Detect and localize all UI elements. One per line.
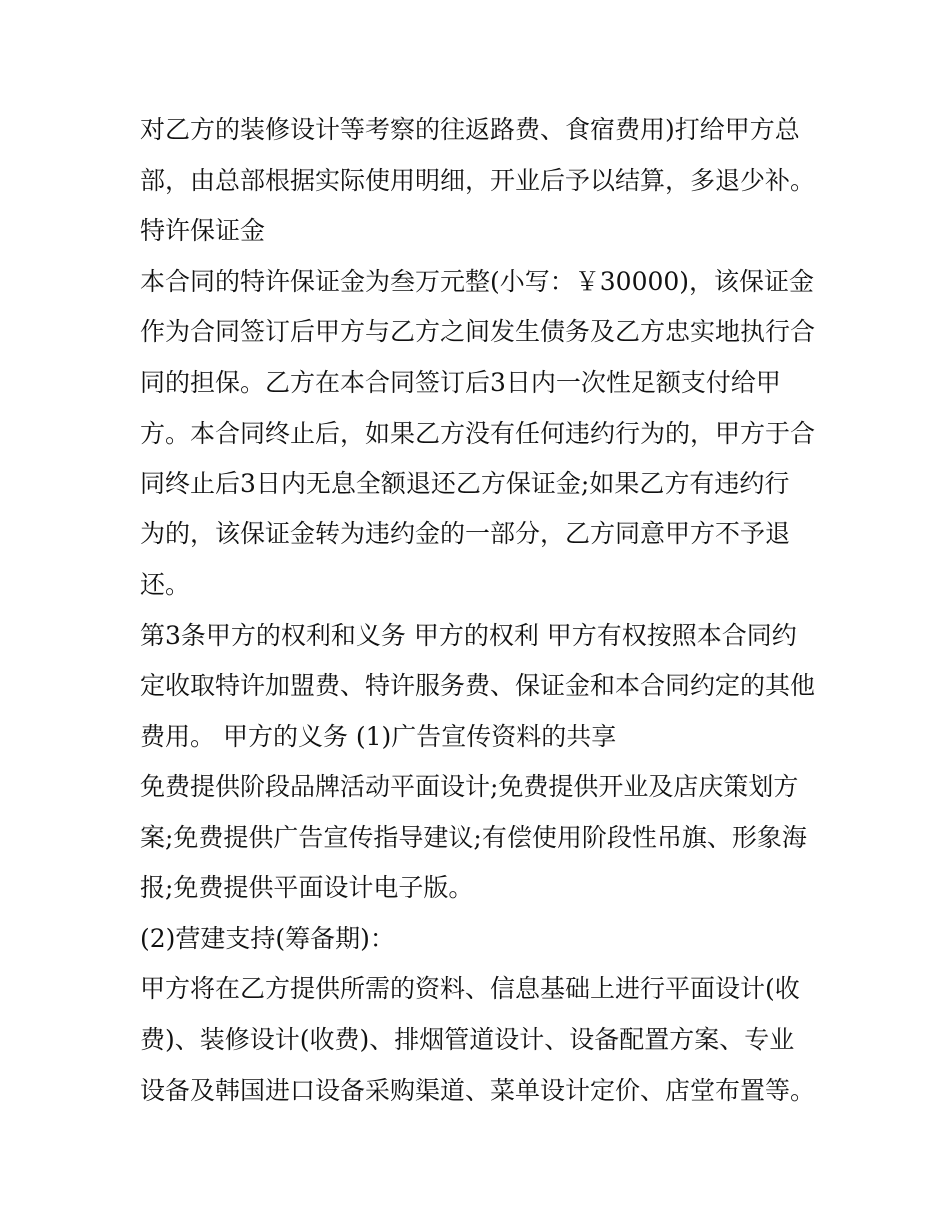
text-line: 还。 bbox=[140, 570, 191, 599]
text-line: 部，由总部根据实际使用明细，开业后予以结算，多退少补。 bbox=[140, 166, 816, 195]
text-line: 本合同的特许保证金为叁万元整(小写：￥30000)，该保证金 bbox=[140, 267, 815, 296]
text-line: (2)营建支持(筹备期)： bbox=[140, 924, 395, 953]
text-line: 免费提供阶段品牌活动平面设计;免费提供开业及店庆策划方 bbox=[140, 772, 799, 801]
text-line: 甲方将在乙方提供所需的资料、信息基础上进行平面设计(收 bbox=[140, 974, 800, 1003]
text-line: 方。本合同终止后，如果乙方没有任何违约行为的，甲方于合 bbox=[140, 419, 816, 448]
text-line: 报;免费提供平面设计电子版。 bbox=[140, 873, 474, 902]
section-heading: 特许保证金 bbox=[140, 216, 266, 245]
text-line: 定收取特许加盟费、特许服务费、保证金和本合同约定的其他 bbox=[140, 671, 816, 700]
text-line: 设备及韩国进口设备采购渠道、菜单设计定价、店堂布置等。 bbox=[140, 1076, 816, 1105]
text-line: 第3条甲方的权利和义务 甲方的权利 甲方有权按照本合同约 bbox=[140, 621, 797, 650]
text-line: 同终止后3日内无息全额退还乙方保证金;如果乙方有违约行 bbox=[140, 469, 790, 498]
text-line: 费)、装修设计(收费)、排烟管道设计、设备配置方案、专业 bbox=[140, 1025, 795, 1054]
text-line: 同的担保。乙方在本合同签订后3日内一次性足额支付给甲 bbox=[140, 368, 781, 397]
text-line: 为的，该保证金转为违约金的一部分，乙方同意甲方不予退 bbox=[140, 519, 791, 548]
text-line: 对乙方的装修设计等考察的往返路费、食宿费用)打给甲方总 bbox=[140, 115, 800, 144]
text-line: 作为合同签订后甲方与乙方之间发生债务及乙方忠实地执行合 bbox=[140, 317, 816, 346]
text-line: 费用。 甲方的义务 (1)广告宣传资料的共享 bbox=[140, 722, 617, 751]
text-line: 案;免费提供广告宣传指导建议;有偿使用阶段性吊旗、形象海 bbox=[140, 823, 807, 852]
